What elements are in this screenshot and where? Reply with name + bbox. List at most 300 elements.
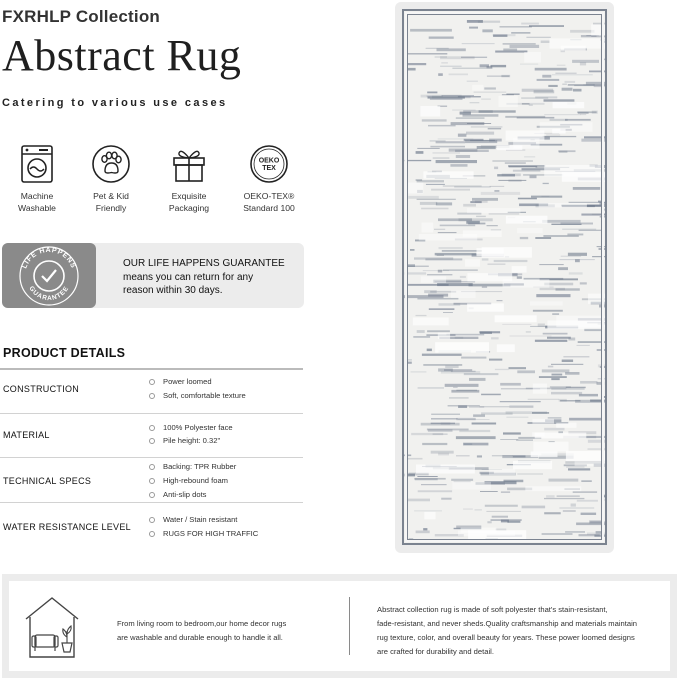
rug-streak <box>506 417 528 418</box>
rug-streak <box>464 444 472 445</box>
feature-label-line1: Exquisite <box>171 191 207 201</box>
rug-streak <box>602 396 607 398</box>
rug-streak <box>484 87 496 89</box>
rug-streak <box>437 283 473 286</box>
rug-streak <box>495 51 527 53</box>
rug-streak <box>550 119 568 121</box>
rug-streak <box>436 160 477 163</box>
rug-streak <box>516 440 533 441</box>
rug-streak <box>404 295 444 298</box>
rug-streak <box>542 533 573 535</box>
rug-streak <box>533 310 563 312</box>
rug-streak <box>589 520 603 523</box>
rug-streak <box>562 229 596 230</box>
rug-streak <box>578 341 607 343</box>
rug-streak <box>510 45 540 48</box>
rug-streak <box>546 135 560 136</box>
rug-streak <box>546 495 555 497</box>
rug-highlight <box>413 318 449 326</box>
rug-streak <box>551 378 559 380</box>
rug-highlight <box>553 102 585 108</box>
rug-streak <box>449 74 468 76</box>
rug-streak <box>500 383 521 386</box>
detail-category: MATERIAL <box>3 430 50 440</box>
guarantee-badge <box>2 243 96 308</box>
rug-streak <box>578 112 589 114</box>
rug-streak <box>544 498 584 499</box>
rug-streak <box>456 118 485 119</box>
rug-streak <box>481 99 491 100</box>
rug-highlight <box>452 482 491 490</box>
rug-streak <box>568 84 595 86</box>
rug-streak <box>480 332 492 334</box>
badge-top-text: LIFE HAPPENS <box>21 246 77 270</box>
rug-streak <box>517 370 535 373</box>
rug-streak <box>558 267 568 270</box>
rug-streak <box>494 260 528 262</box>
rug-streak <box>427 330 450 332</box>
rug-streak <box>464 139 484 141</box>
rug-streak <box>494 167 498 170</box>
rug-streak <box>466 132 494 135</box>
rug-streak <box>563 510 576 511</box>
rug-streak <box>581 139 607 142</box>
rug-streak <box>547 337 571 339</box>
rug-streak <box>563 356 589 357</box>
rug-streak <box>418 490 452 492</box>
rug-streak <box>477 455 482 457</box>
rug-highlight <box>556 316 607 328</box>
rug-streak <box>421 208 448 210</box>
rug-streak <box>589 71 607 73</box>
detail-item: Soft, comfortable texture <box>149 391 246 400</box>
rug-streak <box>479 110 516 112</box>
rug-streak <box>544 99 575 101</box>
rug-streak <box>408 458 423 460</box>
rug-streak <box>552 74 593 75</box>
rug-streak <box>502 324 531 325</box>
detail-category: WATER RESISTANCE LEVEL <box>3 522 131 532</box>
rug-streak <box>422 119 447 121</box>
rug-highlight <box>540 122 593 132</box>
rug-streak <box>526 331 531 332</box>
rug-streak <box>416 531 430 534</box>
rug-streak <box>452 68 492 69</box>
rug-highlight <box>482 247 532 258</box>
rug-streak <box>468 223 485 225</box>
rug-streak <box>570 30 594 33</box>
rug-streak <box>427 92 437 94</box>
detail-row-water-resistance <box>0 503 303 547</box>
rug-streak <box>417 199 456 200</box>
rug-streak <box>599 248 606 250</box>
bottom-divider <box>349 597 350 655</box>
rug-streak <box>446 334 484 336</box>
washing-machine-icon <box>17 144 57 184</box>
rug-streak <box>543 183 549 184</box>
rug-streak <box>460 112 471 115</box>
rug-highlight <box>416 465 475 474</box>
rug-streak <box>552 313 559 315</box>
rug-streak <box>456 436 496 439</box>
rug-streak <box>518 198 537 200</box>
rug-streak <box>565 372 579 375</box>
rug-streak <box>529 25 564 27</box>
rug-streak <box>491 337 499 339</box>
rug-streak <box>538 324 545 327</box>
rug-streak <box>561 256 581 257</box>
rug-highlight <box>513 461 552 469</box>
rug-streak <box>430 141 446 142</box>
rug-streak <box>539 376 567 378</box>
rug-highlight <box>421 276 446 283</box>
rug-streak <box>568 253 587 256</box>
rug-streak <box>491 65 507 67</box>
rug-streak <box>588 440 607 443</box>
rug-streak <box>427 274 452 275</box>
gift-icon <box>169 144 209 184</box>
rug-streak <box>431 414 460 415</box>
rug-streak <box>427 349 432 352</box>
detail-row-material <box>0 414 303 458</box>
rug-streak <box>542 75 551 78</box>
rug-streak <box>444 369 472 371</box>
detail-item: Backing: TPR Rubber <box>149 462 236 471</box>
rug-streak <box>592 256 607 257</box>
rug-highlight <box>495 315 537 322</box>
rug-streak <box>491 229 501 230</box>
rug-streak <box>524 157 535 158</box>
rug-streak <box>557 65 566 66</box>
rug-streak <box>597 349 607 350</box>
bottom-left-line-2: are washable and durable enough to handle it all. <box>117 633 283 642</box>
rug-streak <box>417 476 437 477</box>
rug-streak <box>481 412 512 414</box>
rug-streak <box>433 157 450 158</box>
rug-streak <box>426 48 449 49</box>
rug-streak <box>510 335 552 336</box>
rug-streak <box>452 110 475 111</box>
rug-streak <box>494 190 499 192</box>
rug-highlight <box>531 452 558 458</box>
rug-highlight <box>497 344 515 352</box>
rug-streak <box>579 230 603 231</box>
rug-streak <box>411 371 427 372</box>
rug-streak <box>485 505 518 507</box>
rug-streak <box>482 287 487 288</box>
rug-streak <box>409 538 414 539</box>
detail-item: Power loomed <box>149 377 212 386</box>
rug-streak <box>472 423 497 425</box>
rug-highlight <box>513 138 539 149</box>
detail-item: Pile height: 0.32" <box>149 436 220 445</box>
rug-streak <box>475 201 488 203</box>
rug-highlight <box>539 203 587 208</box>
rug-streak <box>469 406 484 408</box>
rug-streak <box>436 141 466 143</box>
rug-streak <box>431 418 458 419</box>
detail-category: CONSTRUCTION <box>3 384 80 394</box>
rug-streak <box>569 202 607 203</box>
rug-streak <box>599 305 607 308</box>
rug-streak <box>501 75 510 77</box>
rug-highlight <box>525 486 581 491</box>
rug-streak <box>434 229 445 230</box>
rug-streak <box>417 330 425 333</box>
rug-streak <box>461 357 486 359</box>
rug-streak <box>528 399 559 400</box>
rug-highlight <box>420 106 440 117</box>
rug-streak <box>462 43 495 44</box>
rug-streak <box>548 417 562 419</box>
rug-streak <box>432 96 471 99</box>
rug-highlight <box>424 512 435 519</box>
detail-item: 100% Polyester face <box>149 423 233 432</box>
rug-streak <box>501 491 510 493</box>
rug-streak <box>530 176 537 179</box>
guarantee-text <box>123 257 285 298</box>
rug-streak <box>600 216 607 217</box>
guarantee-line-3: reason within 30 days. <box>123 285 223 296</box>
rug-streak <box>573 187 600 190</box>
feature-label-line2: Friendly <box>95 202 127 213</box>
rug-highlight <box>406 183 424 194</box>
paw-icon <box>91 144 131 184</box>
rug-highlight <box>591 24 607 35</box>
detail-item: Anti-slip dots <box>149 490 206 499</box>
rug-streak <box>416 151 424 154</box>
rug-streak <box>470 102 480 103</box>
rug-streak <box>598 364 606 367</box>
feature-label-line2: Packaging <box>168 202 210 213</box>
rug-streak <box>558 150 575 152</box>
rug-streak <box>417 148 439 149</box>
rug-streak <box>487 225 498 226</box>
rug-streak <box>415 478 438 480</box>
rug-streak <box>560 259 595 260</box>
rug-streak <box>549 479 579 482</box>
rug-streak <box>456 390 477 391</box>
rug-streak <box>405 362 412 364</box>
rug-streak <box>440 225 476 227</box>
rug-streak <box>430 99 463 100</box>
rug-streak <box>437 255 444 256</box>
detail-item: Water / Stain resistant <box>149 515 237 524</box>
rug-streak <box>551 392 582 395</box>
rug-streak <box>443 312 453 313</box>
rug-streak <box>490 186 505 187</box>
feature-exquisite-packaging <box>154 144 224 214</box>
rug-streak <box>497 174 515 176</box>
rug-highlight <box>556 423 576 428</box>
rug-streak <box>526 37 550 38</box>
rug-streak <box>534 90 555 93</box>
feature-label-line1: OEKO-TEX® <box>243 191 295 201</box>
rug-streak <box>428 429 453 432</box>
rug-streak <box>408 266 429 267</box>
rug-streak <box>440 66 462 67</box>
rug-streak <box>439 303 461 306</box>
rug-streak <box>497 300 503 301</box>
rug-streak <box>414 257 453 259</box>
bottom-right-text <box>377 603 637 659</box>
rug-streak <box>426 184 445 185</box>
rug-streak <box>408 196 439 199</box>
rug-streak <box>445 366 458 369</box>
rug-streak <box>509 406 533 408</box>
rug-streak <box>417 298 458 300</box>
rug-streak <box>544 512 561 514</box>
rug-streak <box>421 484 447 485</box>
feature-oeko-tex <box>234 144 304 214</box>
rug-streak <box>568 338 575 341</box>
rug-streak <box>509 166 538 168</box>
rug-streak <box>491 519 522 521</box>
rug-streak <box>517 117 555 119</box>
rug-streak <box>559 507 594 508</box>
rug-streak <box>404 455 411 457</box>
rug-streak <box>429 308 455 310</box>
rug-streak <box>569 418 604 421</box>
rug-streak <box>438 453 449 456</box>
rug-highlight <box>530 301 563 305</box>
rug-streak <box>478 21 500 23</box>
rug-streak <box>520 237 528 239</box>
feature-machine-washable <box>2 144 72 214</box>
rug-streak <box>475 509 482 510</box>
rug-streak <box>548 85 557 87</box>
rug-streak <box>569 272 583 274</box>
product-details-heading: PRODUCT DETAILS <box>3 346 126 360</box>
rug-streak <box>573 491 597 492</box>
rug-highlight <box>419 234 477 241</box>
rug-streak <box>581 481 592 482</box>
rug-streak <box>566 387 586 389</box>
rug-streak <box>405 272 426 274</box>
rug-streak <box>535 68 567 71</box>
rug-streak <box>439 247 463 249</box>
rug-streak <box>451 122 485 125</box>
rug-streak <box>406 63 426 65</box>
rug-streak <box>408 359 412 360</box>
guarantee-seal-icon <box>15 244 83 307</box>
rug-streak <box>467 81 478 82</box>
rug-streak <box>503 432 521 434</box>
rug-streak <box>445 384 479 387</box>
rug-streak <box>488 264 506 265</box>
rug-streak <box>581 513 597 515</box>
rug-highlight <box>566 451 607 461</box>
rug-streak <box>500 26 532 27</box>
feature-pet-kid-friendly <box>76 144 146 214</box>
rug-streak <box>471 127 503 128</box>
rug-highlight <box>552 129 565 134</box>
rug-streak <box>458 134 467 137</box>
rug-streak <box>565 81 576 83</box>
badge-bottom-text: GUARANTEE <box>27 285 71 303</box>
feature-label-line2: Standard 100 <box>243 202 295 213</box>
rug-streak <box>535 340 567 342</box>
rug-streak <box>414 511 442 512</box>
rug-highlight <box>438 333 450 340</box>
rug-highlight <box>489 469 515 475</box>
rug-streak <box>480 491 498 492</box>
rug-highlight <box>524 52 541 63</box>
rug-streak <box>500 401 541 402</box>
rug-streak <box>584 136 607 138</box>
rug-streak <box>498 180 526 181</box>
rug-streak <box>571 504 576 507</box>
rug-streak <box>407 68 416 71</box>
bottom-left-text <box>117 617 286 645</box>
rug-streak <box>535 237 551 239</box>
rug-streak <box>461 57 487 58</box>
rug-streak <box>431 423 455 425</box>
rug-streak <box>598 378 607 379</box>
rug-streak <box>482 29 492 32</box>
rug-highlight <box>506 216 548 224</box>
rug-streak <box>601 499 607 501</box>
bottom-banner-inner <box>9 581 670 671</box>
rug-highlight <box>533 442 568 452</box>
rug-streak <box>423 528 427 530</box>
detail-row-construction <box>0 370 303 414</box>
rug-highlight <box>435 342 489 352</box>
rug-streak <box>487 521 491 523</box>
rug-streak <box>422 354 462 356</box>
detail-row-technical-specs <box>0 458 303 503</box>
rug-streak <box>423 270 449 271</box>
rug-streak <box>410 249 415 251</box>
rug-streak <box>420 202 437 205</box>
rug-streak <box>503 43 536 44</box>
detail-category: TECHNICAL SPECS <box>3 476 92 486</box>
rug-streak <box>517 474 543 475</box>
rug-streak <box>517 276 522 279</box>
rug-streak <box>477 146 496 149</box>
rug-streak <box>463 204 476 207</box>
rug-streak <box>531 196 562 198</box>
rug-highlight <box>517 228 543 233</box>
rug-streak <box>428 125 456 127</box>
rug-streak <box>541 41 550 44</box>
rug-streak <box>580 62 586 65</box>
rug-streak <box>480 64 489 67</box>
rug-streak <box>565 119 591 121</box>
rug-streak <box>580 282 587 284</box>
rug-streak <box>544 114 580 115</box>
rug-streak <box>573 89 582 92</box>
rug-streak <box>580 114 586 115</box>
rug-streak <box>489 213 520 215</box>
detail-item: High-rebound foam <box>149 476 228 485</box>
rug-highlight <box>588 294 607 304</box>
oeko-logo-text-1: OEKO <box>258 157 280 165</box>
bottom-right-line-2: fade-resistant, and never sheds.Quality craftsmanship and materials maintain <box>377 619 638 628</box>
rug-streak <box>464 373 499 375</box>
rug-streak <box>495 369 509 370</box>
rug-streak <box>492 516 508 518</box>
rug-streak <box>449 149 478 152</box>
rug-streak <box>489 359 502 361</box>
rug-streak <box>453 387 458 388</box>
rug-streak <box>602 209 607 211</box>
rug-streak <box>438 73 443 76</box>
rug-streak <box>489 139 502 142</box>
rug-streak <box>474 92 507 93</box>
rug-highlight <box>550 38 606 48</box>
rug-highlight <box>451 290 476 298</box>
